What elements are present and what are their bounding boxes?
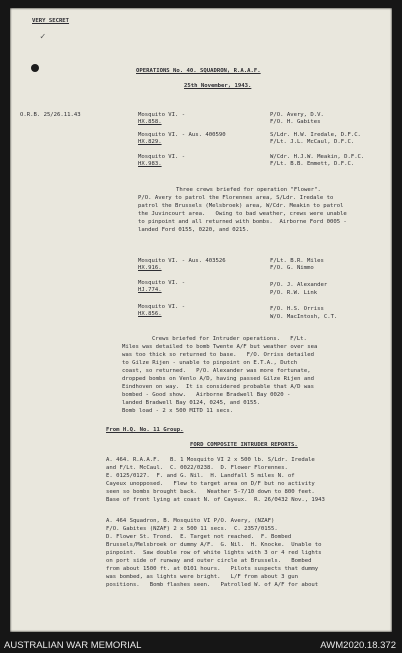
narrative-line: Three crews briefed for operation "Flower". — [176, 187, 321, 193]
narrative-line: landed Bradwell Bay 0124, 0245, and 0155. — [122, 400, 261, 406]
aircraft-serial: HJ.774. — [138, 287, 162, 293]
report-line: positions. Bomb flashes seen. Patrolled W. of A/F for about — [106, 582, 319, 588]
aircraft-type: Mosquito VI. - Aus. 400590 — [138, 132, 226, 138]
narrative-line: to Gilze Rijen - unable to pinpoint on E.T.A., Dutch — [122, 360, 298, 366]
aircraft-serial: HX.916. — [138, 265, 162, 271]
narrative-line: to pinpoint and all returned with bombs. Airborne Ford 0005 - — [138, 219, 347, 225]
narrative-line: dropped bombs on Venlo A/D, having passed Gilze Rijen and — [122, 376, 314, 382]
aircraft-type: Mosquito VI. - — [138, 280, 186, 286]
footer-institution: AUSTRALIAN WAR MEMORIAL — [4, 640, 142, 651]
crew-member: S/Ldr. H.W. Iredale, D.F.C. — [270, 132, 361, 138]
report-line: from about 1500 ft. at 0101 hours. Pilots suspects that dummy — [106, 566, 319, 572]
crew-member: P/O. R.W. Link — [270, 290, 318, 296]
report-line: Brussels/Melsbroek or dummy A/F. G. Nil. H. Knocke. Unable to — [106, 542, 322, 548]
report-line: Base of front lying at coast N. of Cayeux. R. 26/0432 Nov., 1943 — [106, 497, 325, 503]
handwritten-mark: ✓ — [40, 32, 46, 42]
report-line: E. 0125/0127. F. and G. Nil. H. Landfall 5 miles N. of — [106, 473, 295, 479]
orb-reference: O.R.B. 25/26.11.43 — [20, 112, 81, 118]
footer-bar — [0, 637, 402, 653]
report-line: pinpoint. Saw double row of white lights with 3 or 4 red lights — [106, 550, 322, 556]
narrative-line: Bomb load - 2 x 500 MITD 11 secs. — [122, 408, 234, 414]
crew-member: F/Lt. B.R. Miles — [270, 258, 324, 264]
narrative-line: Crews briefed for Intruder operations. F/Lt. — [152, 336, 307, 342]
narrative-line: Miles was detailed to bomb Twente A/F but weather over sea — [122, 344, 318, 350]
narrative-line: coast, so returned. P/O. Alexander was more fortunate, — [122, 368, 311, 374]
aircraft-type: Mosquito VI. - — [138, 154, 186, 160]
narrative-line: landed Ford 0155, 0220, and 0215. — [138, 227, 250, 233]
section-heading: FORD COMPOSITE INTRUDER REPORTS. — [190, 442, 298, 448]
crew-member: F/Lt. J.L. McCaul, D.F.C. — [270, 139, 355, 145]
page-title: OPERATIONS No. 40. SQUADRON, R.A.A.F. — [136, 68, 261, 74]
aircraft-type: Mosquito VI. - Aus. 403526 — [138, 258, 226, 264]
narrative-line: patrol the Brussels (Melsbroek) area, W/Cdr. Meakin to patrol — [138, 203, 344, 209]
narrative-line: the Juvincourt area. Owing to bad weather, crews were unable — [138, 211, 347, 217]
report-line: on port side of runway and outer circle at Brussels. Bombed — [106, 558, 312, 564]
report-line: F/O. Gabites (NZAF) 2 x 500 11 secs. C. 2357/0155. — [106, 526, 278, 532]
from-line: From H.Q. No. 11 Group. — [106, 427, 184, 433]
crew-member: P/O. Avery, D.V. — [270, 112, 324, 118]
report-line: was bombed, as lights were bright. L/F from about 3 gun — [106, 574, 298, 580]
report-line: Cayeux unopposed. Flew to target area on D/F but no activity — [106, 481, 315, 487]
date: 25th November, 1943. — [184, 83, 252, 89]
aircraft-type: Mosquito VI. - — [138, 304, 186, 310]
aircraft-serial: HX.858. — [138, 119, 162, 125]
crew-member: F/O. H.S. Orriss — [270, 306, 324, 312]
report-line: A. 464 Squadron, B. Mosquito VI P/O. Avery, (NZAF) — [106, 518, 275, 524]
aircraft-serial: HX.829. — [138, 139, 162, 145]
narrative-line: Eindhoven on way. It is considered probable that A/D was — [122, 384, 314, 390]
crew-member: W/O. MacIntosh, C.T. — [270, 314, 338, 320]
crew-member: F/O. H. Gabites — [270, 119, 321, 125]
aircraft-serial: HX.856. — [138, 311, 162, 317]
aircraft-type: Mosquito VI. - — [138, 112, 186, 118]
aircraft-serial: HX.983. — [138, 161, 162, 167]
punch-hole — [31, 64, 39, 72]
classification: VERY SECRET — [32, 18, 70, 24]
report-line: and F/Lt. McCaul. C. 0022/0238. D. Flower Florennes. — [106, 465, 288, 471]
crew-member: W/Cdr. H.J.W. Meakin, D.F.C. — [270, 154, 365, 160]
document-page — [10, 8, 392, 632]
narrative-line: bombed - Good show. Airborne Bradwell Bay 0020 - — [122, 392, 291, 398]
report-line: seen so bombs brought back. Weather 5-7/10 down to 800 feet. — [106, 489, 315, 495]
footer-accession-number: AWM2020.18.372 — [320, 640, 396, 651]
narrative-line: P/O. Avery to patrol the Florennes area, S/Ldr. Iredale to — [138, 195, 334, 201]
narrative-line: was too thick so returned to base. F/O. Orriss detailed — [122, 352, 314, 358]
crew-member: P/O. J. Alexander — [270, 282, 328, 288]
crew-member: F/Lt. B.B. Emmett, D.F.C. — [270, 161, 355, 167]
crew-member: F/O. G. Nimmo — [270, 265, 314, 271]
report-line: A. 464. R.A.A.F. B. 1 Mosquito VI 2 x 500 lb. S/Ldr. Iredale — [106, 457, 315, 463]
report-line: D. Flower St. Trond. E. Target not reached. F. Bombed — [106, 534, 292, 540]
